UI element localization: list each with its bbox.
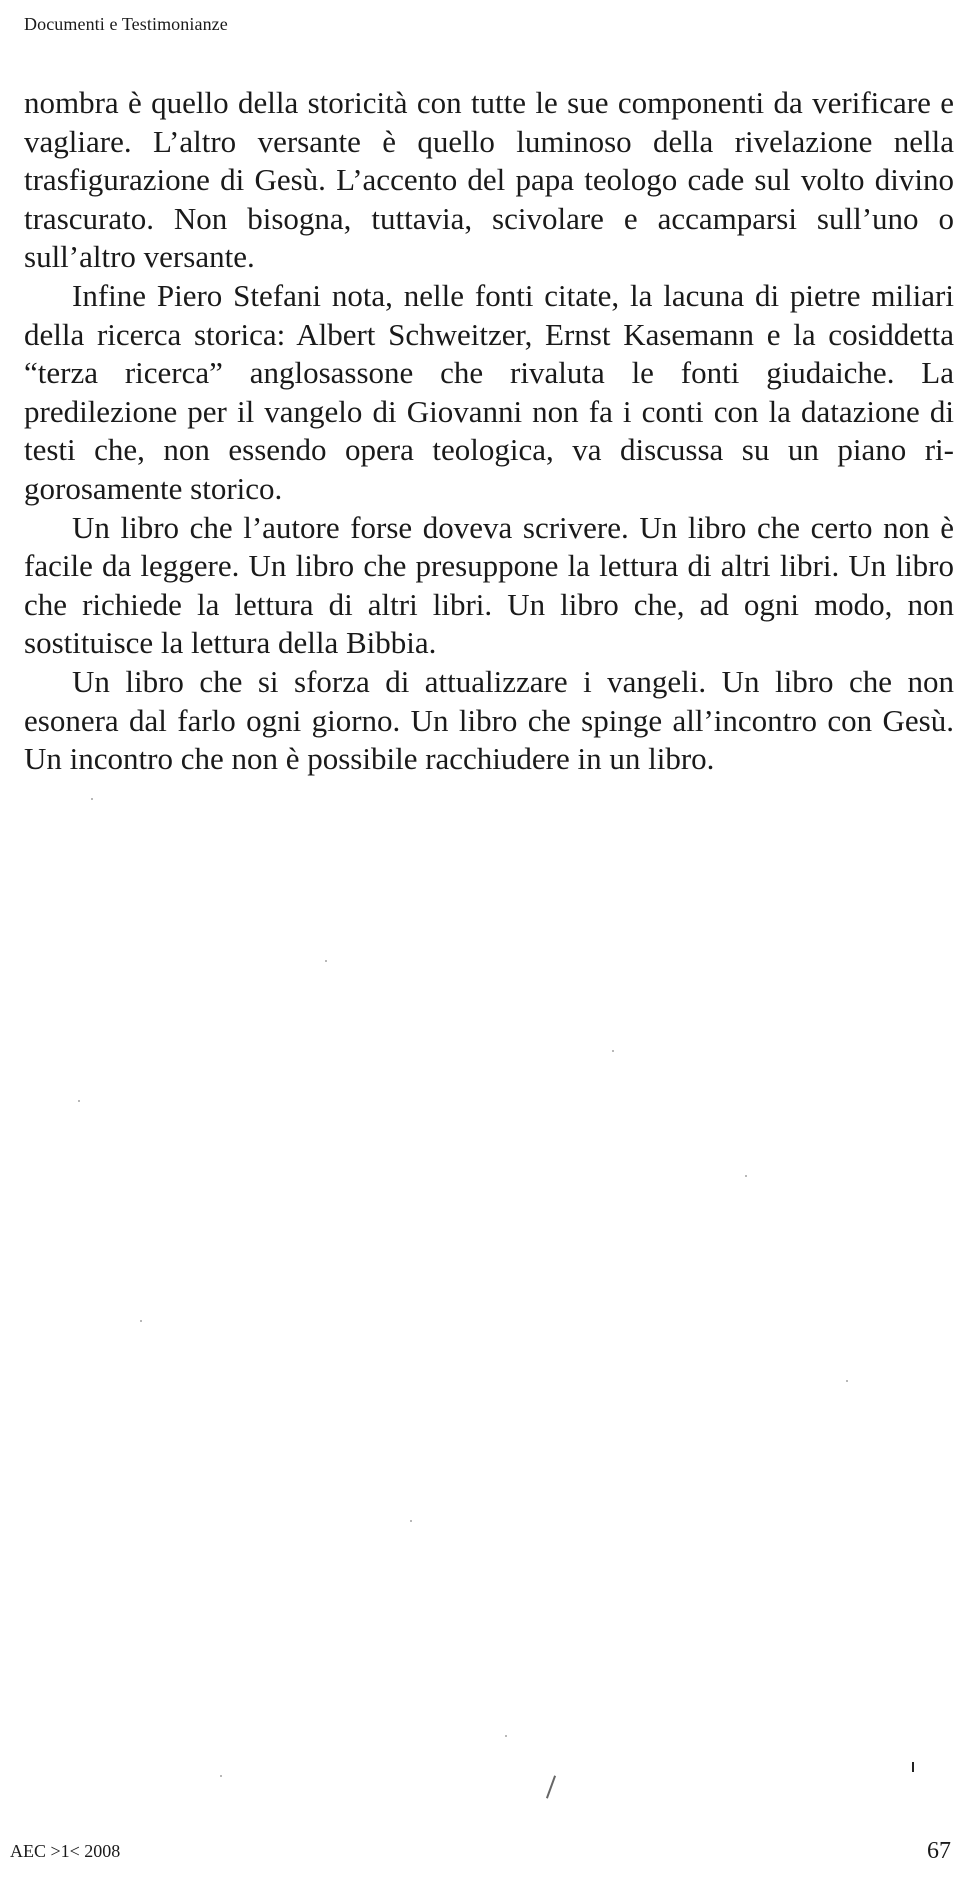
scan-tick-mark <box>912 1762 914 1772</box>
paragraph: Un libro che si sforza di attualizzare i vangeli. Un libro che non esonera dal farlo ogni giorno. Un libro che spinge all’incontro con Gesù. Un incontro che non è possibile racchiudere in un libro. <box>24 663 954 777</box>
page-number: 67 <box>927 1838 951 1864</box>
scan-slash-mark <box>546 1775 556 1798</box>
scan-speck <box>745 1175 747 1177</box>
footer-journal-ref: AEC >1< 2008 <box>10 1841 121 1861</box>
paragraph-continuation: nombra è quello della storicità con tutte le sue componenti da verificare e vagliare. L’altro versante è quello luminoso della rivelazione nella trasfigurazione di Gesù. L’accento del papa teologo cade sul volto divino trascurato. Non bisogna, tuttavia, scivolare e accamparsi sull’uno o sull’altro versante. <box>24 85 954 275</box>
scan-speck <box>220 1775 222 1777</box>
scan-speck <box>505 1735 507 1737</box>
scan-speck <box>140 1320 142 1322</box>
paragraph: Un libro che l’autore forse doveva scrivere. Un libro che certo non è facile da leggere. Un libro che presuppone la lettura di altri libri. Un libro che richiede la lettura di altri libri. Un libro che, ad ogni modo, non sostituisce la lettura della Bibbia. <box>24 509 954 661</box>
scan-speck <box>91 798 93 800</box>
paragraph: Infine Piero Stefani nota, nelle fonti citate, la lacuna di pietre miliari della ricerca storica: Albert Schweitzer, Ernst Kasemann e la cosiddetta “terza ricerca” anglosassone che rivaluta le fonti giudaiche. La predilezione per il vangelo di Giovanni non fa i conti con la datazione di testi che, non essendo opera teologica, va discussa su un piano rigorosamente storico. <box>24 277 954 506</box>
article-text <box>24 84 954 779</box>
scan-speck <box>846 1380 848 1382</box>
running-head: Documenti e Testimonianze <box>24 14 228 34</box>
scan-speck <box>325 960 327 962</box>
scan-speck <box>410 1520 412 1522</box>
scan-speck <box>78 1100 80 1102</box>
scan-speck <box>612 1050 614 1052</box>
